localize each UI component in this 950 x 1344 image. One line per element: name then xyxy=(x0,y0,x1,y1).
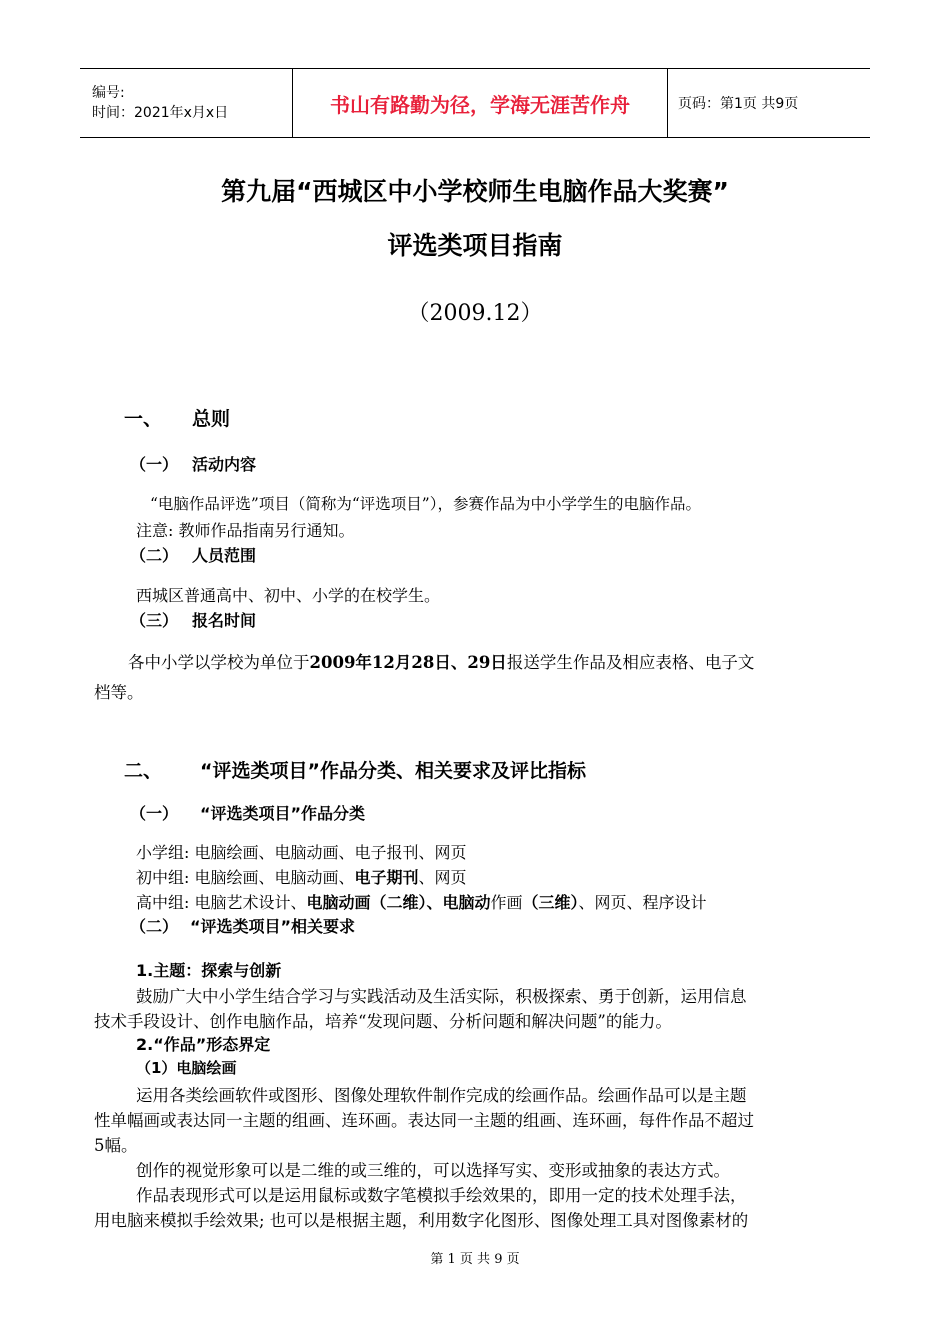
section1-paragraph3: 西城区普通高中、初中、小学的在校学生。 xyxy=(136,586,441,605)
section1-heading: 总则 xyxy=(192,408,231,430)
header-page-info: 页码：第1页 共9页 xyxy=(678,96,799,112)
primary-group: 小学组: 电脑绘画、电脑动画、电子报刊、网页 xyxy=(136,843,467,862)
header-number: 编号: xyxy=(92,85,125,101)
middle-group xyxy=(136,865,467,888)
section2-sub2-heading: “评选类项目”相关要求 xyxy=(190,917,356,936)
item1-paragraph-line1: 鼓励广大中小学生结合学习与实践活动及生活实际，积极探索、勇于创新，运用信息 xyxy=(136,987,747,1006)
header-meta xyxy=(80,69,292,137)
item2-heading: 2.“作品”形态界定 xyxy=(136,1035,271,1054)
item2-paragraph1-line1: 运用各类绘画软件或图形、图像处理软件制作完成的绘画作品。绘画作品可以是主题 xyxy=(136,1086,747,1105)
registration-date: 2009年12月28日、29日 xyxy=(309,653,507,672)
item2-paragraph1-line3: 5幅。 xyxy=(94,1136,138,1155)
document-title-line2: 评选类项目指南 xyxy=(387,231,563,260)
middle-pre: 初中组: 电脑绘画、电脑动画、 xyxy=(136,868,355,887)
page-footer: 第 1 页 共 9 页 xyxy=(430,1252,520,1267)
item2-paragraph3-line2: 用电脑来模拟手绘效果; 也可以是根据主题，利用数字化图形、图像处理工具对图像素材的 xyxy=(94,1211,749,1230)
section1-sub1-number: （一） xyxy=(130,455,179,474)
section1-paragraph4-line2: 档等。 xyxy=(94,683,144,702)
header-motto: 书山有路勤为径，学海无涯苦作舟 xyxy=(330,92,630,117)
p4-pre: 各中小学以学校为单位于 xyxy=(128,653,310,672)
section1-paragraph1: “电脑作品评选”项目（简称为“评选项目”），参赛作品为中小学学生的电脑作品。 xyxy=(150,495,701,513)
item1-paragraph-line2: 技术手段设计、创作电脑作品，培养“发现问题、分析问题和解决问题”的能力。 xyxy=(94,1012,672,1031)
document-title-line1: 第九届“西城区中小学校师生电脑作品大奖赛” xyxy=(221,177,729,206)
high-group xyxy=(136,890,707,913)
item1-heading: 1.主题：探索与创新 xyxy=(136,961,282,980)
p4-post: 报送学生作品及相应表格、电子文 xyxy=(506,653,755,672)
high-pre: 高中组: 电脑艺术设计、 xyxy=(136,893,307,912)
section2-sub1-heading: “评选类项目”作品分类 xyxy=(200,804,366,823)
section2-sub1-number: （一） xyxy=(130,804,179,823)
item2-subheading: （1）电脑绘画 xyxy=(136,1059,237,1077)
section1-sub2-number: （二） xyxy=(130,546,179,565)
section1-paragraph4 xyxy=(128,649,754,673)
section1-sub3-number: （三） xyxy=(130,611,179,630)
middle-post: 、网页 xyxy=(418,868,467,887)
section2-sub2-number: （二） xyxy=(130,917,179,936)
header-page-info-cell xyxy=(668,69,870,137)
high-bold1: 电脑动画（二维）、电脑动 xyxy=(306,893,491,912)
section1-number: 一、 xyxy=(124,408,163,430)
header-motto-cell xyxy=(292,69,668,137)
document-date: （2009.12） xyxy=(407,301,543,326)
section1-sub3-heading: 报名时间 xyxy=(192,611,257,630)
header-time: 时间：2021年x月x日 xyxy=(92,105,229,121)
section1-sub2-heading: 人员范围 xyxy=(192,546,257,565)
page-header xyxy=(80,68,870,138)
section1-paragraph2: 注意: 教师作品指南另行通知。 xyxy=(136,521,355,540)
high-bold2: （三维） xyxy=(522,893,579,912)
middle-bold: 电子期刊 xyxy=(354,868,419,887)
section2-number: 二、 xyxy=(124,760,163,782)
section2-heading: “评选类项目”作品分类、相关要求及评比指标 xyxy=(200,760,586,782)
high-mid: 作画 xyxy=(490,893,523,912)
section1-sub1-heading: 活动内容 xyxy=(192,455,257,474)
item2-paragraph3-line1: 作品表现形式可以是运用鼠标或数字笔模拟手绘效果的，即用一定的技术处理手法， xyxy=(136,1186,747,1205)
item2-paragraph2: 创作的视觉形象可以是二维的或三维的，可以选择写实、变形或抽象的表达方式。 xyxy=(136,1161,730,1180)
high-post: 、网页、程序设计 xyxy=(578,893,707,912)
item2-paragraph1-line2: 性单幅画或表达同一主题的组画、连环画。表达同一主题的组画、连环画，每件作品不超过 xyxy=(94,1111,754,1130)
